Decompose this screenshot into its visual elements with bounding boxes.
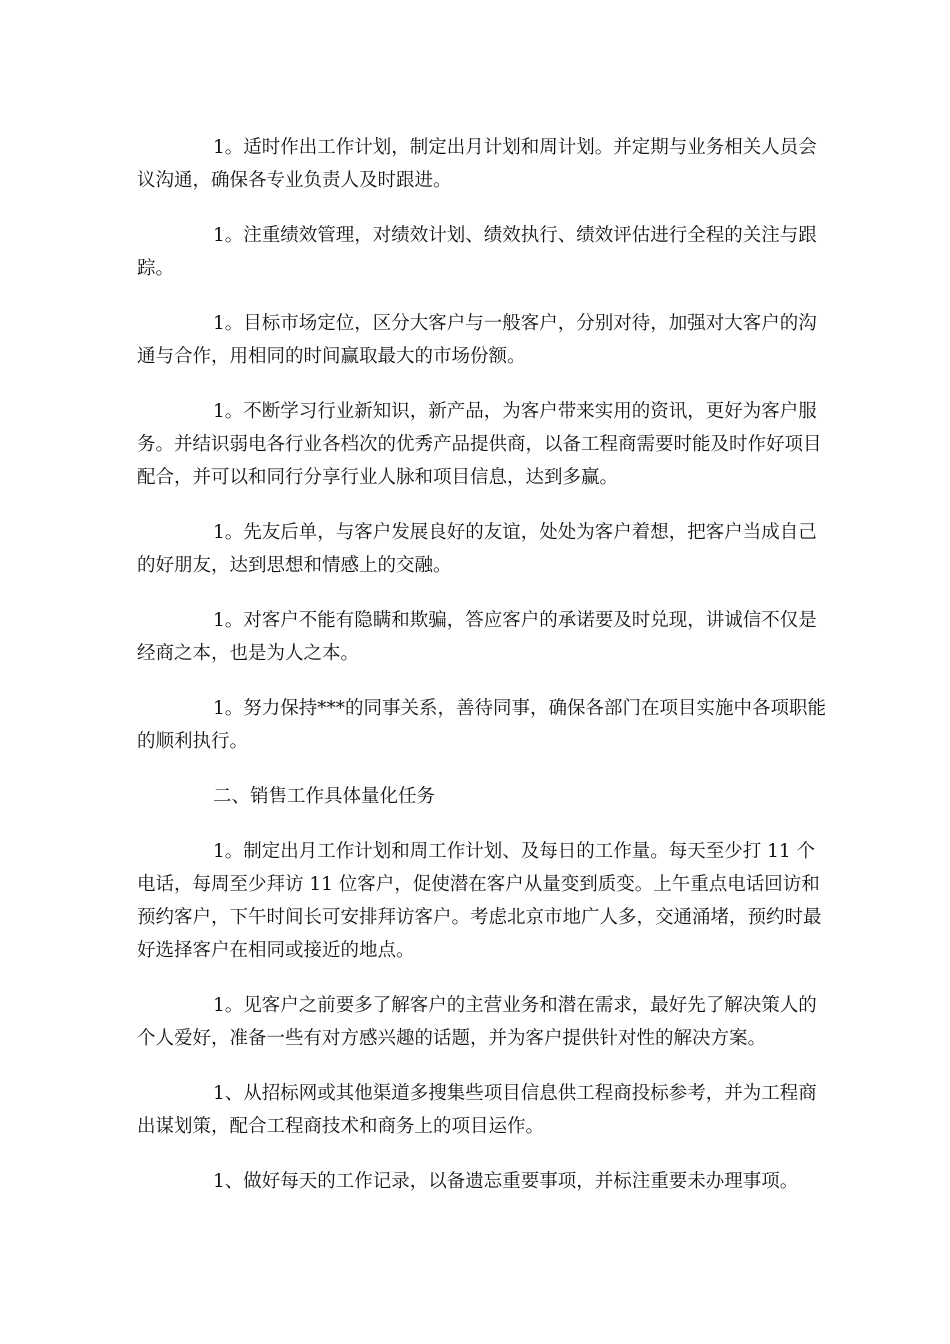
paragraph-work-records: 1、做好每天的工作记录，以备遗忘重要事项，并标注重要未办理事项。	[213, 1171, 799, 1192]
paragraph-performance-management: 1。注重绩效管理，对绩效计划、绩效执行、绩效评估进行全程的关注与跟踪。	[137, 225, 817, 279]
paragraph-market-positioning: 1。目标市场定位，区分大客户与一般客户，分别对待，加强对大客户的沟通与合作，用相同的时间赢取最大的市场份额。	[137, 313, 817, 367]
paragraph-client-research: 1。见客户之前要多了解客户的主营业务和潜在需求，最好先了解决策人的个人爱好，准备一些有对方感兴趣的话题，并为客户提供针对性的解决方案。	[137, 995, 817, 1049]
paragraph-colleagues: 1。努力保持***的同事关系，善待同事，确保各部门在项目实施中各项职能的顺利执行。	[137, 698, 827, 752]
paragraph-bidding-info: 1、从招标网或其他渠道多搜集些项目信息供工程商投标参考，并为工程商出谋划策，配合工程商技术和商务上的项目运作。	[137, 1083, 817, 1137]
paragraph-friendship: 1。先友后单，与客户发展良好的友谊，处处为客户着想，把客户当成自己的好朋友，达到思想和情感上的交融。	[137, 522, 817, 576]
document-body	[137, 131, 827, 1220]
paragraph-learning: 1。不断学习行业新知识，新产品，为客户带来实用的资讯，更好为客户服务。并结识弱电各行业各档次的优秀产品提供商，以备工程商需要时能及时作好项目配合，并可以和同行分享行业人脉和项目信息，达到多赢。	[137, 401, 822, 488]
paragraph-work-plan: 1。适时作出工作计划，制定出月计划和周计划。并定期与业务相关人员会议沟通，确保各专业负责人及时跟进。	[137, 137, 817, 191]
section-heading: 二、销售工作具体量化任务	[213, 786, 436, 807]
paragraph-honesty: 1。对客户不能有隐瞒和欺骗，答应客户的承诺要及时兑现，讲诚信不仅是经商之本，也是为人之本。	[137, 610, 817, 664]
paragraph-daily-workload: 1。制定出月工作计划和周工作计划、及每日的工作量。每天至少打 11 个电话，每周至少拜访 11 位客户，促使潜在客户从量变到质变。上午重点电话回访和预约客户，下午时间长可安排拜访客户。考虑北京市地广人多，交通涌堵，预约时最好选择客户在相同或接近的地点。	[137, 841, 822, 961]
